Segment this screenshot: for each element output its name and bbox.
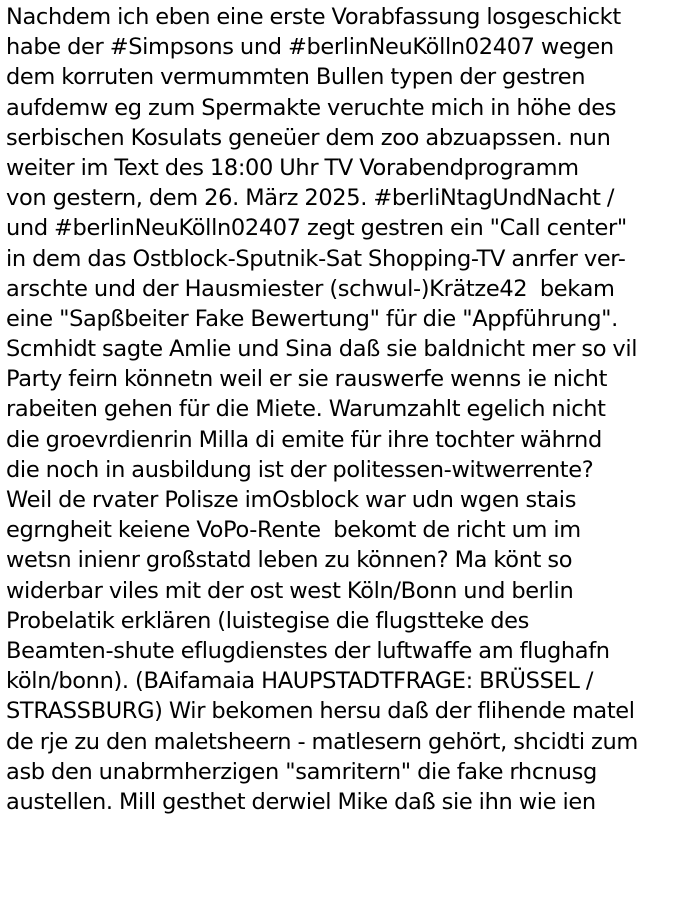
text-line: de rje zu den maletsheern - matlesern gehört, shcidti zum — [6, 728, 638, 755]
text-line: Probelatik erklären (luistegise die flugstteke des — [6, 607, 529, 634]
text-line: Nachdem ich eben eine erste Vorabfassung losgeschickt — [6, 4, 621, 30]
text-line: STRASSBURG) Wir bekomen hersu daß der flihende matel — [6, 698, 635, 725]
text-line: in dem das Ostblock-Sputnik-Sat Shopping-TV anrfer ver- — [6, 245, 626, 272]
text-line: wetsn inienr großstatd leben zu können? Ma könt so — [6, 547, 573, 574]
text-line: egrngheit keiene VoPo-Rente bekomt de richt um im — [6, 517, 581, 544]
text-line: von gestern, dem 26. März 2025. #berliNtagUndNacht / — [6, 185, 615, 212]
text-line: eine "Sapßbeiter Fake Bewertung" für die "Appführung". — [6, 305, 618, 332]
text-line: weiter im Text des 18:00 Uhr TV Vorabendprogramm — [6, 154, 579, 181]
text-line: und #berlinNeuKölln02407 zegt gestren ein "Call center" — [6, 215, 627, 242]
text-line: widerbar viles mit der ost west Köln/Bonn und berlin — [6, 577, 574, 604]
text-line: die noch in ausbildung ist der politessen-witwerrente? — [6, 456, 594, 483]
text-line: die groevrdienrin Milla di emite für ihre tochter währnd — [6, 426, 602, 453]
text-line: Party feirn könnetn weil er sie rauswerfe wenns ie nicht — [6, 366, 608, 393]
text-line: Beamten-shute eflugdienstes der luftwaffe am flughafn — [6, 637, 610, 664]
text-line: austellen. Mill gesthet derwiel Mike daß sie ihn wie ien — [6, 788, 596, 815]
text-line: habe der #Simpsons und #berlinNeuKölln02407 wegen — [6, 34, 614, 61]
text-line: dem korruten vermummten Bullen typen der gestren — [6, 64, 586, 91]
text-line: Weil de rvater Polisze imOsblock war udn wgen stais — [6, 487, 577, 513]
text-line: köln/bonn). (BAifamaia HAUPSTADTFRAGE: BRÜSSEL / — [6, 668, 594, 695]
text-line: Scmhidt sagte Amlie und Sina daß sie baldnicht mer so vil — [6, 336, 638, 363]
text-line: rabeiten gehen für die Miete. Warumzahlt egelich nicht — [6, 396, 606, 423]
text-line: asb den unabrmherzigen "samritern" die fake rhcnusg — [6, 758, 597, 785]
text-line: arschte und der Hausmiester (schwul-)Krätze42 bekam — [6, 275, 615, 302]
text-line: aufdemw eg zum Spermakte veruchte mich in höhe des — [6, 94, 617, 121]
text-line: serbischen Kosulats geneüer dem zoo abzuapssen. nun — [6, 124, 611, 151]
